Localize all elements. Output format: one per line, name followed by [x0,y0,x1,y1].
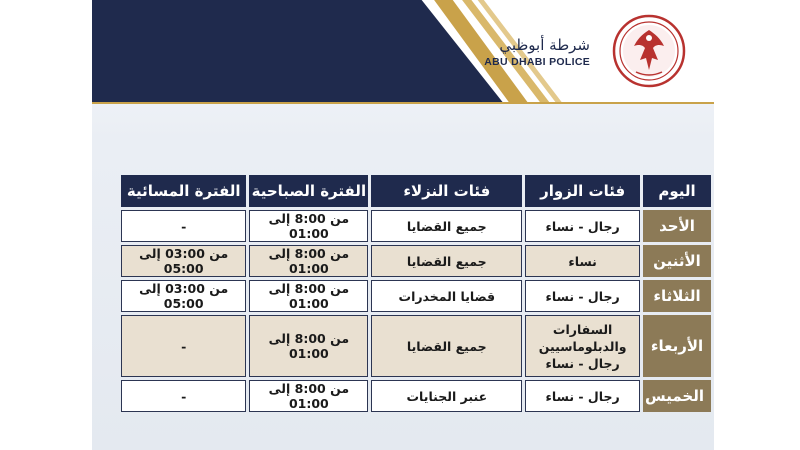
day-cell: الأربعاء [643,315,711,377]
visitors-cell: السفارات والدبلوماسيين رجال - نساء [525,315,640,377]
header-gold-rule [92,102,714,104]
day-cell: الخميس [643,380,711,412]
visitors-cell: رجال - نساء [525,380,640,412]
visiting-schedule [118,172,714,415]
table-row [121,380,711,412]
column-header-evening: الفترة المسائية [121,175,246,207]
visitors-cell: نساء [525,245,640,277]
column-header-day: اليوم [643,175,711,207]
table-row [121,245,711,277]
police-emblem-icon [612,14,686,88]
evening-cell: - [121,210,246,242]
schedule-table [118,172,714,415]
column-header-inmates: فئات النزلاء [371,175,522,207]
brand-english-name: ABU DHABI POLICE [484,56,590,68]
evening-cell: - [121,380,246,412]
brand-block [484,36,590,68]
morning-cell: من 8:00 إلى 01:00 [249,315,368,377]
morning-cell: من 8:00 إلى 01:00 [249,245,368,277]
visitors-cell: رجال - نساء [525,210,640,242]
day-cell: الأثنين [643,245,711,277]
inmates-cell: قضايا المخدرات [371,280,522,312]
inmates-cell: جميع القضايا [371,315,522,377]
inmates-cell: عنبر الجنايات [371,380,522,412]
table-header-row [121,175,711,207]
column-header-morning: الفترة الصباحية [249,175,368,207]
page-header [92,0,714,102]
brand-arabic-name: شرطة أبوظبي [499,36,590,54]
inmates-cell: جميع القضايا [371,210,522,242]
visitors-cell: رجال - نساء [525,280,640,312]
evening-cell: من 03:00 إلى 05:00 [121,280,246,312]
morning-cell: من 8:00 إلى 01:00 [249,380,368,412]
schedule-card [92,0,714,450]
morning-cell: من 8:00 إلى 01:00 [249,210,368,242]
morning-cell: من 8:00 إلى 01:00 [249,280,368,312]
day-cell: الثلاثاء [643,280,711,312]
day-cell: الأحد [643,210,711,242]
evening-cell: من 03:00 إلى 05:00 [121,245,246,277]
table-row [121,315,711,377]
evening-cell: - [121,315,246,377]
inmates-cell: جميع القضايا [371,245,522,277]
table-row [121,280,711,312]
column-header-visitors: فئات الزوار [525,175,640,207]
table-row [121,210,711,242]
